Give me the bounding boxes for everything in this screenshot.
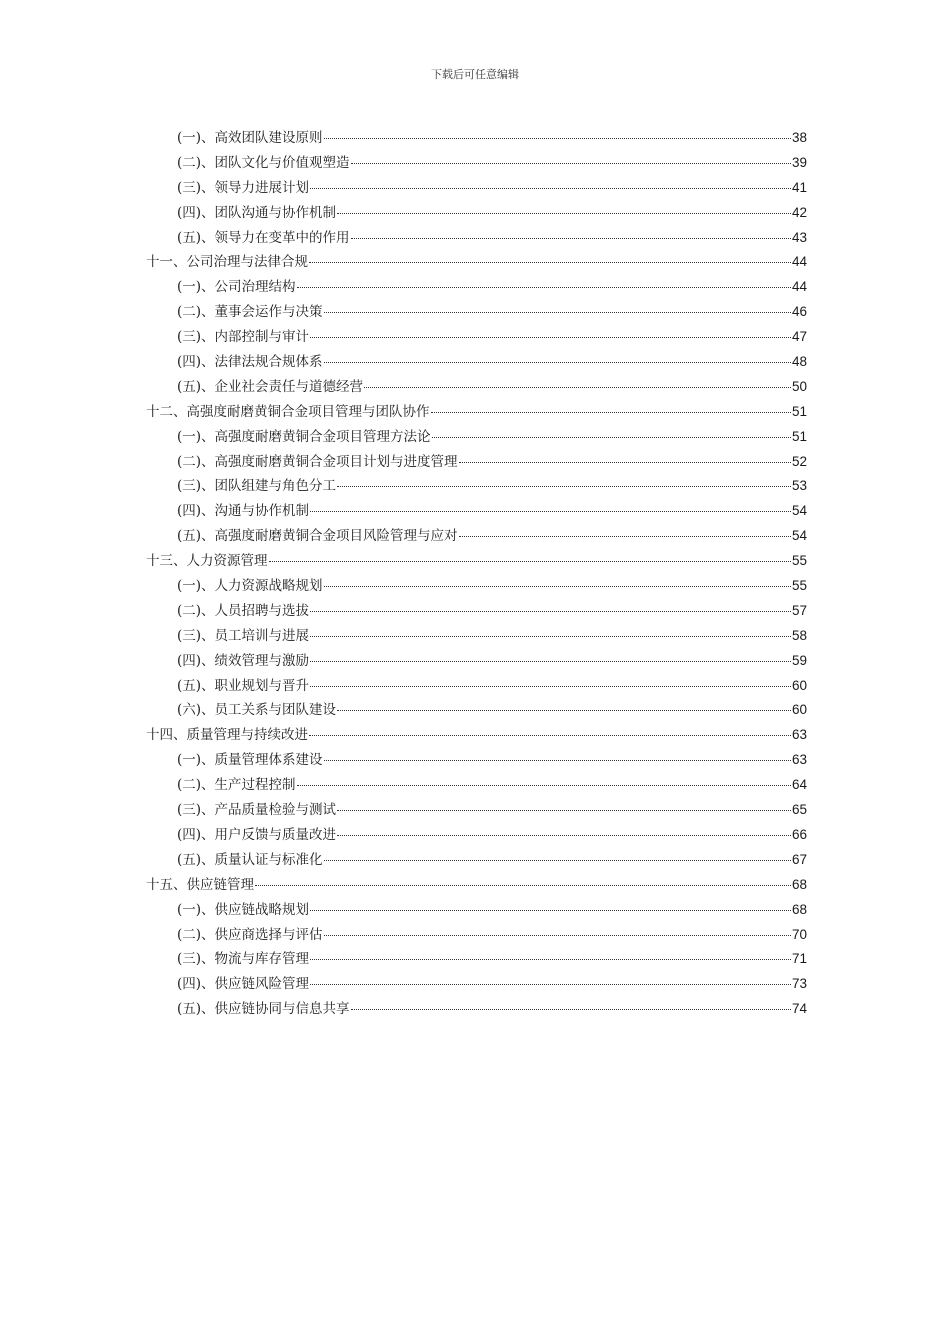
toc-entry-page-number: 39 [791, 154, 807, 170]
toc-entry-page-number: 65 [791, 802, 807, 818]
toc-entry-title: (一)、高效团队建设原则 [177, 130, 323, 146]
toc-section-entry[interactable] [146, 425, 807, 450]
toc-dot-leader [297, 784, 791, 786]
toc-section-entry[interactable] [146, 176, 807, 201]
toc-section-entry[interactable] [146, 698, 807, 723]
toc-dot-leader [310, 685, 791, 687]
toc-section-entry[interactable] [146, 748, 807, 773]
toc-entry-title: 十二、高强度耐磨黄铜合金项目管理与团队协作 [146, 403, 430, 420]
toc-entry-title: (五)、高强度耐磨黄铜合金项目风险管理与应对 [177, 528, 458, 545]
toc-section-entry[interactable] [146, 350, 807, 375]
toc-section-entry[interactable] [146, 923, 807, 948]
toc-entry-title: (四)、法律法规合规体系 [177, 354, 323, 371]
toc-entry-page-number: 52 [791, 453, 807, 469]
toc-section-entry[interactable] [146, 375, 807, 400]
toc-entry-title: (四)、供应链风险管理 [177, 976, 310, 993]
toc-entry-page-number: 51 [791, 428, 807, 444]
toc-dot-leader [309, 261, 791, 263]
toc-section-entry[interactable] [146, 325, 807, 350]
toc-dot-leader [351, 162, 791, 164]
page-header-note: 下载后可任意编辑 [431, 68, 519, 81]
toc-dot-leader [324, 859, 791, 861]
toc-chapter-entry[interactable] [146, 400, 807, 425]
toc-entry-title: (二)、董事会运作与决策 [177, 304, 323, 321]
toc-section-entry[interactable] [146, 823, 807, 848]
toc-entry-page-number: 66 [791, 826, 807, 842]
toc-dot-leader [432, 436, 791, 438]
toc-dot-leader [310, 909, 791, 911]
toc-entry-page-number: 60 [791, 702, 807, 718]
toc-entry-page-number: 53 [791, 478, 807, 494]
toc-section-entry[interactable] [146, 997, 807, 1022]
toc-entry-title: (一)、供应链战略规划 [177, 901, 310, 918]
toc-entry-page-number: 68 [791, 876, 807, 892]
toc-entry-page-number: 50 [791, 378, 807, 394]
toc-entry-page-number: 54 [791, 503, 807, 519]
toc-entry-title: (四)、用户反馈与质量改进 [177, 826, 337, 843]
toc-dot-leader [351, 1008, 791, 1010]
toc-section-entry[interactable] [146, 898, 807, 923]
toc-entry-title: (三)、物流与库存管理 [177, 951, 310, 968]
toc-entry-page-number: 38 [791, 130, 807, 145]
toc-entry-page-number: 46 [791, 304, 807, 320]
toc-entry-page-number: 57 [791, 602, 807, 618]
toc-dot-leader [255, 884, 791, 886]
toc-dot-leader [431, 411, 791, 413]
toc-entry-title: (一)、公司治理结构 [177, 279, 296, 296]
toc-entry-page-number: 67 [791, 851, 807, 867]
toc-dot-leader [297, 286, 791, 288]
toc-entry-page-number: 71 [791, 951, 807, 967]
toc-entry-page-number: 43 [791, 229, 807, 245]
toc-dot-leader [310, 510, 791, 512]
toc-section-entry[interactable] [146, 599, 807, 624]
toc-entry-title: (三)、团队组建与角色分工 [177, 478, 337, 495]
toc-entry-title: (二)、团队文化与价值观塑造 [177, 154, 350, 171]
toc-section-entry[interactable] [146, 499, 807, 524]
toc-dot-leader [310, 336, 791, 338]
toc-entry-title: (五)、领导力在变革中的作用 [177, 229, 350, 246]
toc-dot-leader [309, 734, 791, 736]
toc-entry-page-number: 63 [791, 752, 807, 768]
toc-entry-page-number: 48 [791, 354, 807, 370]
toc-entry-page-number: 74 [791, 1001, 807, 1017]
toc-section-entry[interactable] [146, 450, 807, 475]
toc-dot-leader [324, 137, 791, 139]
toc-entry-title: (二)、人员招聘与选拔 [177, 602, 310, 619]
toc-section-entry[interactable] [146, 773, 807, 798]
toc-section-entry[interactable] [146, 848, 807, 873]
toc-chapter-entry[interactable] [146, 549, 807, 574]
toc-entry-title: (二)、生产过程控制 [177, 777, 296, 794]
toc-entry-title: (四)、团队沟通与协作机制 [177, 204, 337, 221]
toc-section-entry[interactable] [146, 524, 807, 549]
toc-entry-page-number: 58 [791, 627, 807, 643]
toc-entry-page-number: 63 [791, 727, 807, 743]
toc-entry-page-number: 73 [791, 976, 807, 992]
toc-dot-leader [324, 759, 791, 761]
toc-entry-title: (一)、高强度耐磨黄铜合金项目管理方法论 [177, 428, 431, 445]
toc-entry-title: 十五、供应链管理 [146, 876, 254, 893]
toc-entry-page-number: 64 [791, 777, 807, 793]
table-of-contents [146, 126, 807, 1022]
toc-dot-leader [337, 834, 791, 836]
toc-entry-title: 十三、人力资源管理 [146, 553, 268, 570]
toc-dot-leader [269, 560, 791, 562]
toc-chapter-entry[interactable] [146, 873, 807, 898]
toc-dot-leader [310, 635, 791, 637]
toc-entry-title: (六)、员工关系与团队建设 [177, 702, 337, 719]
toc-chapter-entry[interactable] [146, 250, 807, 275]
toc-section-entry[interactable] [146, 674, 807, 699]
toc-entry-page-number: 55 [791, 578, 807, 594]
toc-entry-page-number: 55 [791, 553, 807, 569]
toc-section-entry[interactable] [146, 300, 807, 325]
toc-section-entry[interactable] [146, 226, 807, 251]
toc-entry-page-number: 42 [791, 204, 807, 220]
toc-dot-leader [337, 809, 791, 811]
toc-entry-title: (一)、人力资源战略规划 [177, 578, 323, 595]
toc-entry-title: (五)、质量认证与标准化 [177, 851, 323, 868]
toc-section-entry[interactable] [146, 649, 807, 674]
toc-entry-title: (二)、供应商选择与评估 [177, 926, 323, 943]
toc-section-entry[interactable] [146, 972, 807, 997]
toc-dot-leader [459, 535, 791, 537]
toc-dot-leader [310, 983, 791, 985]
toc-entry-title: 十一、公司治理与法律合规 [146, 254, 308, 271]
toc-dot-leader [337, 212, 791, 214]
toc-entry-page-number: 68 [791, 901, 807, 917]
toc-section-entry[interactable] [146, 275, 807, 300]
toc-entry-page-number: 54 [791, 528, 807, 544]
toc-section-entry[interactable] [146, 798, 807, 823]
toc-chapter-entry[interactable] [146, 723, 807, 748]
toc-dot-leader [310, 610, 791, 612]
toc-entry-title: (五)、供应链协同与信息共享 [177, 1001, 350, 1018]
toc-entry-page-number: 44 [791, 254, 807, 270]
toc-entry-title: (三)、领导力进展计划 [177, 179, 310, 196]
toc-dot-leader [459, 461, 791, 463]
toc-dot-leader [324, 934, 791, 936]
toc-dot-leader [337, 485, 791, 487]
toc-entry-page-number: 70 [791, 926, 807, 942]
toc-entry-page-number: 44 [791, 279, 807, 295]
toc-section-entry[interactable] [146, 624, 807, 649]
toc-dot-leader [310, 660, 791, 662]
toc-entry-title: (三)、员工培训与进展 [177, 627, 310, 644]
toc-entry-title: (二)、高强度耐磨黄铜合金项目计划与进度管理 [177, 453, 458, 470]
toc-entry-title: (一)、质量管理体系建设 [177, 752, 323, 769]
toc-dot-leader [364, 386, 791, 388]
toc-section-entry[interactable] [146, 201, 807, 226]
toc-dot-leader [351, 237, 791, 239]
toc-entry-title: (三)、产品质量检验与测试 [177, 802, 337, 819]
toc-dot-leader [337, 709, 791, 711]
toc-entry-page-number: 60 [791, 677, 807, 693]
toc-entry-page-number: 41 [791, 179, 807, 195]
toc-entry-page-number: 47 [791, 329, 807, 345]
toc-entry-title: (五)、企业社会责任与道德经营 [177, 378, 364, 395]
toc-dot-leader [324, 361, 791, 363]
toc-entry-title: (四)、沟通与协作机制 [177, 503, 310, 520]
toc-section-entry[interactable] [146, 947, 807, 972]
toc-section-entry[interactable] [146, 474, 807, 499]
toc-dot-leader [324, 311, 791, 313]
toc-dot-leader [310, 187, 791, 189]
toc-section-entry[interactable] [146, 126, 807, 151]
toc-entry-title: (三)、内部控制与审计 [177, 329, 310, 346]
toc-entry-page-number: 59 [791, 652, 807, 668]
toc-section-entry[interactable] [146, 574, 807, 599]
toc-dot-leader [310, 958, 791, 960]
toc-entry-title: 十四、质量管理与持续改进 [146, 727, 308, 744]
toc-entry-page-number: 51 [791, 403, 807, 419]
toc-entry-title: (四)、绩效管理与激励 [177, 652, 310, 669]
toc-entry-title: (五)、职业规划与晋升 [177, 677, 310, 694]
toc-section-entry[interactable] [146, 151, 807, 176]
toc-dot-leader [324, 585, 791, 587]
